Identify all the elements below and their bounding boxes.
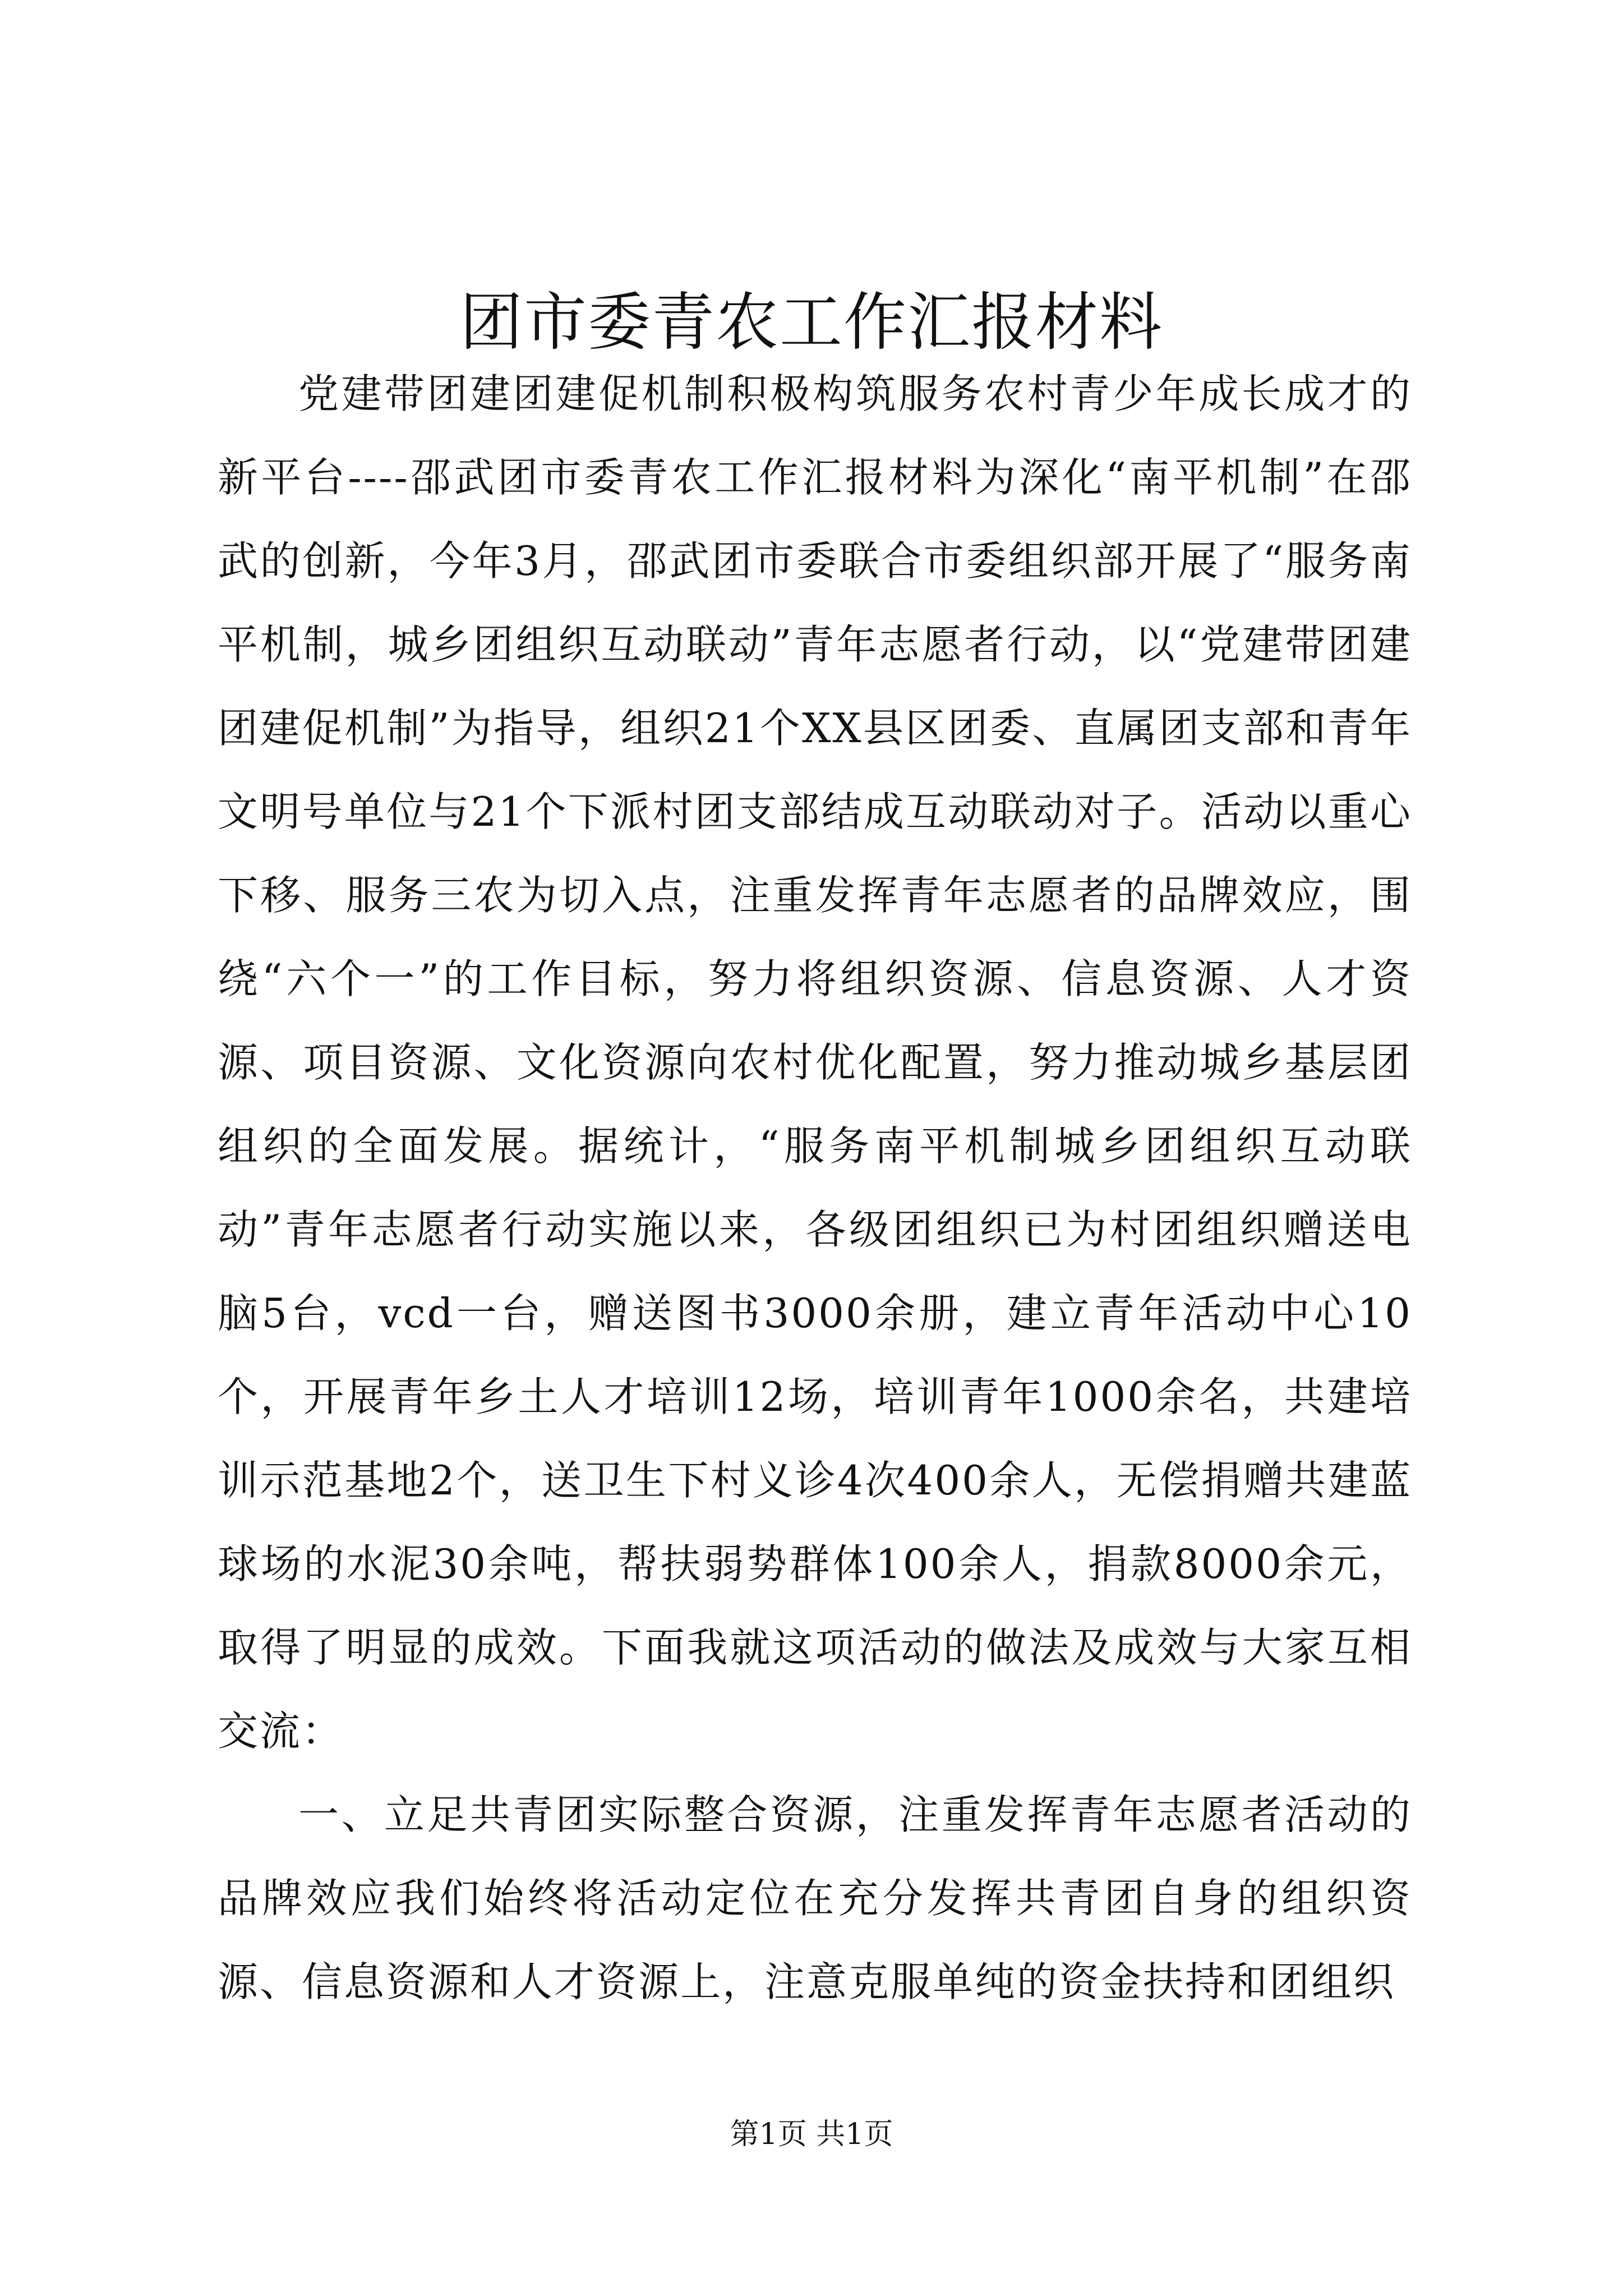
document-title: 团市委青农工作汇报材料 (460, 286, 1163, 359)
page-number-footer: 第1页 共1页 (730, 2118, 893, 2151)
document-body (218, 352, 1412, 2024)
paragraph-2: 一、立足共青团实际整合资源，注重发挥青年志愿者活动的品牌效应我们始终将活动定位在充分发挥共青团自身的组织资源、信息资源和人才资源上，注意克服单纯的资金扶持和团组织 (218, 1791, 1412, 2005)
paragraph-1: 党建带团建团建促机制积极构筑服务农村青少年成长成才的新平台----邵武团市委青农工作汇报材料为深化“南平机制”在邵武的创新，今年3月，邵武团市委联合市委组织部开展了“服务南平机制，城乡团组织互动联动”青年志愿者行动，以“党建带团建团建促机制”为指导，组织21个XX县区团委、直属团支部和青年文明号单位与21个下派村团支部结成互动联动对子。活动以重心下移、服务三农为切入点，注重发挥青年志愿者的品牌效应，围绕“六个一”的工作目标，努力将组织资源、信息资源、人才资源、项目资源、文化资源向农村优化配置，努力推动城乡基层团组织的全面发展。据统计，“服务南平机制城乡团组织互动联动”青年志愿者行动实施以来，各级团组织已为村团组织赠送电脑5台，vcd一台，赠送图书3000余册，建立青年活动中心10个，开展青年乡土人才培训12场，培训青年1000余名，共建培训示范基地2个，送卫生下村义诊4次400余人，无偿捐赠共建蓝球场的水泥30余吨，帮扶弱势群体100余人，捐款8000余元，取得了明显的成效。下面我就这项活动的做法及成效与大家互相交流： (218, 370, 1412, 1755)
